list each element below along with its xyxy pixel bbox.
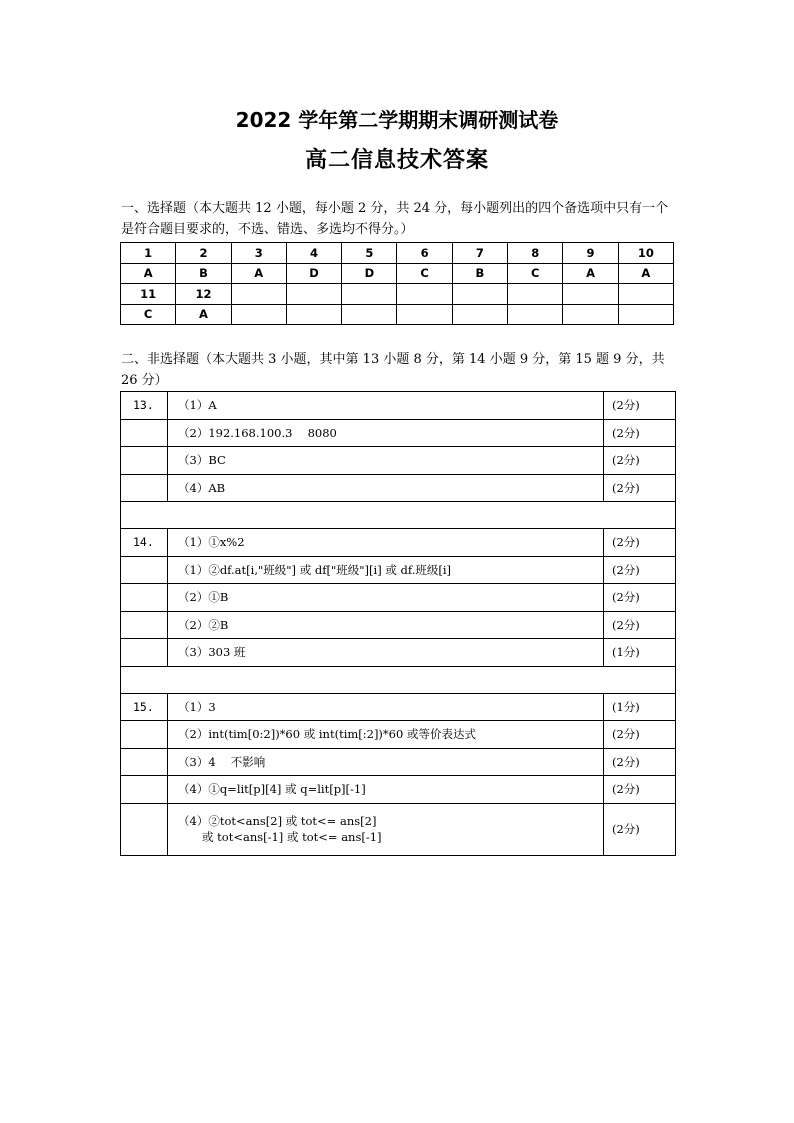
- table-row: [121, 584, 676, 612]
- mc-number: 5: [342, 243, 397, 264]
- points: (2分): [604, 748, 676, 776]
- table-row: [121, 392, 676, 420]
- answer-text: （2）int(tim[0:2])*60 或 int(tim[:2])*60 或等价表达式: [168, 721, 604, 749]
- mc-answer: [508, 304, 563, 325]
- answer-text: （3）303 班: [168, 639, 604, 667]
- table-row: [121, 776, 676, 804]
- answer-text: （1）①x%2: [168, 529, 604, 557]
- mc-answer: [231, 304, 286, 325]
- empty-cell: [121, 419, 168, 447]
- mc-number: 11: [121, 284, 176, 305]
- table-row: [121, 447, 676, 475]
- table-row: [121, 419, 676, 447]
- mc-answer: [397, 304, 452, 325]
- mc-answer: C: [508, 263, 563, 284]
- mc-number: [342, 284, 397, 305]
- empty-cell: [121, 803, 168, 855]
- mc-number: [452, 284, 507, 305]
- mc-number: [508, 284, 563, 305]
- question-number: 13.: [121, 392, 168, 420]
- mc-answer: [452, 304, 507, 325]
- points: (2分): [604, 556, 676, 584]
- empty-cell: [121, 776, 168, 804]
- mc-answer: D: [286, 263, 341, 284]
- mc-number: 6: [397, 243, 452, 264]
- mc-answer: B: [452, 263, 507, 284]
- mc-answer: [618, 304, 673, 325]
- mc-number: [397, 284, 452, 305]
- section2-label: 二、非选择题: [121, 352, 200, 367]
- points: (2分): [604, 721, 676, 749]
- points: (2分): [604, 803, 676, 855]
- spacer-row: [121, 666, 676, 693]
- answer-text: （1）3: [168, 693, 604, 721]
- table-row: [121, 721, 676, 749]
- answer-text-multiline: [168, 803, 604, 855]
- table-row: [121, 474, 676, 502]
- mc-number: 2: [176, 243, 231, 264]
- section2-description: （本大题共 3 小题，其中第 13 小题 8 分，第 14 小题 9 分，第 15 题 9 分，共 26 分）: [121, 352, 665, 388]
- empty-cell: [121, 502, 676, 529]
- mc-number: 3: [231, 243, 286, 264]
- mc-answer: C: [121, 304, 176, 325]
- mc-number: [231, 284, 286, 305]
- mc-number: 7: [452, 243, 507, 264]
- section1-heading: [121, 198, 677, 240]
- section1-label: 一、选择题: [121, 201, 187, 216]
- empty-cell: [121, 748, 168, 776]
- mc-answer-row: [121, 304, 674, 325]
- mc-answer: B: [176, 263, 231, 284]
- mc-number: [563, 284, 618, 305]
- answer-text: （2）①B: [168, 584, 604, 612]
- points: (2分): [604, 419, 676, 447]
- mc-number: 4: [286, 243, 341, 264]
- mc-answer: [286, 304, 341, 325]
- points: (2分): [604, 474, 676, 502]
- empty-cell: [121, 556, 168, 584]
- answer-text: （2）②B: [168, 611, 604, 639]
- table-row: [121, 556, 676, 584]
- multiple-choice-answer-table: [120, 242, 674, 325]
- mc-number: [286, 284, 341, 305]
- empty-cell: [121, 666, 676, 693]
- answer-text: （3）BC: [168, 447, 604, 475]
- table-row: [121, 529, 676, 557]
- mc-number-row: [121, 284, 674, 305]
- empty-cell: [121, 639, 168, 667]
- mc-answer: [563, 304, 618, 325]
- mc-answer: D: [342, 263, 397, 284]
- section1-description: （本大题共 12 小题，每小题 2 分，共 24 分，每小题列出的四个备选项中只有一个是符合题目要求的，不选、错选、多选均不得分。）: [121, 201, 669, 237]
- answer-line-2: 或 tot<ans[-1] 或 tot<= ans[-1]: [202, 830, 382, 844]
- mc-answer-row: [121, 263, 674, 284]
- points: (1分): [604, 693, 676, 721]
- mc-number: 1: [121, 243, 176, 264]
- table-row: [121, 693, 676, 721]
- points: (2分): [604, 611, 676, 639]
- mc-number: [618, 284, 673, 305]
- answer-text: （2）192.168.100.3 8080: [168, 419, 604, 447]
- points: (2分): [604, 776, 676, 804]
- answer-text: （4）AB: [168, 474, 604, 502]
- mc-answer: [342, 304, 397, 325]
- table-row: [121, 611, 676, 639]
- answer-text: （1）A: [168, 392, 604, 420]
- free-response-answer-table: [120, 391, 676, 856]
- empty-cell: [121, 721, 168, 749]
- empty-cell: [121, 447, 168, 475]
- mc-answer: A: [121, 263, 176, 284]
- empty-cell: [121, 584, 168, 612]
- points: (2分): [604, 447, 676, 475]
- points: (2分): [604, 392, 676, 420]
- mc-answer: C: [397, 263, 452, 284]
- mc-number: 8: [508, 243, 563, 264]
- answer-text: （3）4 不影响: [168, 748, 604, 776]
- mc-answer: A: [563, 263, 618, 284]
- mc-answer: A: [176, 304, 231, 325]
- answer-line-1: （4）②tot<ans[2] 或 tot<= ans[2]: [178, 814, 377, 828]
- question-number: 15.: [121, 693, 168, 721]
- points: (1分): [604, 639, 676, 667]
- mc-number: 9: [563, 243, 618, 264]
- mc-number: 12: [176, 284, 231, 305]
- mc-answer: A: [618, 263, 673, 284]
- exam-title: 2022 学年第二学期期末调研测试卷: [235, 108, 559, 132]
- answer-subtitle: 高二信息技术答案: [304, 148, 489, 173]
- section2-heading: [121, 349, 677, 391]
- empty-cell: [121, 611, 168, 639]
- mc-number: 10: [618, 243, 673, 264]
- question-number: 14.: [121, 529, 168, 557]
- answer-text: （4）①q=lit[p][4] 或 q=lit[p][-1]: [168, 776, 604, 804]
- empty-cell: [121, 474, 168, 502]
- table-row: [121, 639, 676, 667]
- table-row: [121, 748, 676, 776]
- points: (2分): [604, 584, 676, 612]
- mc-answer: A: [231, 263, 286, 284]
- mc-number-row: [121, 243, 674, 264]
- answer-text: （1）②df.at[i,"班级"] 或 df["班级"][i] 或 df.班级[i]: [168, 556, 604, 584]
- points: (2分): [604, 529, 676, 557]
- table-row: [121, 803, 676, 855]
- spacer-row: [121, 502, 676, 529]
